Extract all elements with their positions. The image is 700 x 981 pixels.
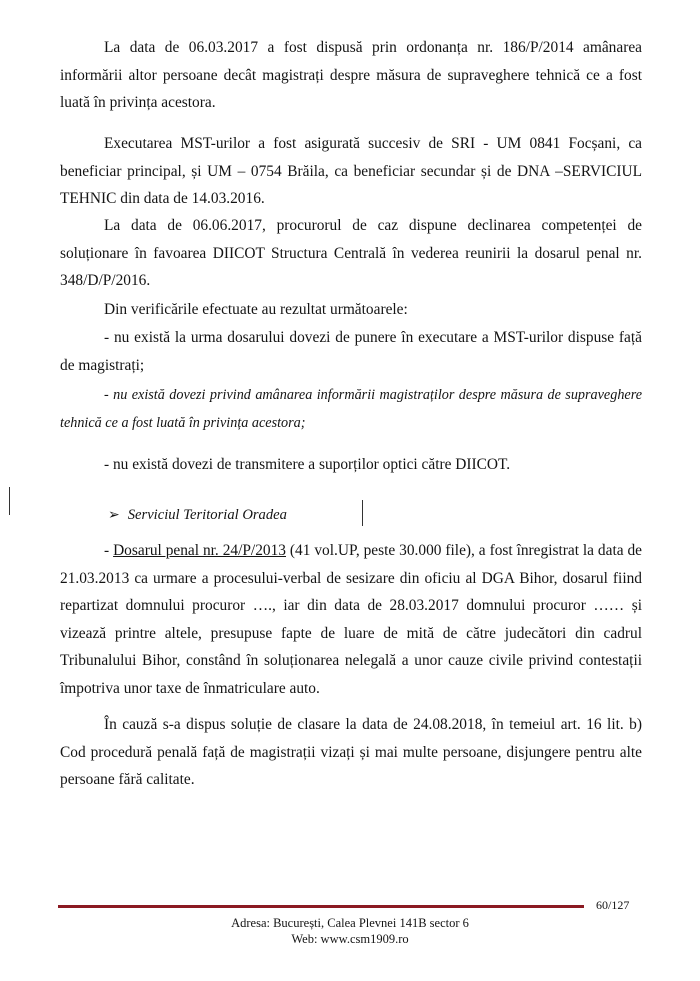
finding-item: - nu există la urma dosarului dovezi de punere în executare a MST-urilor dispuse față de magistrați; bbox=[60, 329, 642, 374]
case-prefix: - bbox=[104, 542, 114, 559]
scan-mark bbox=[362, 500, 363, 526]
footer-rule bbox=[58, 905, 584, 908]
paragraph-execution: Executarea MST-urilor a fost asigurată succesiv de SRI - UM 0841 Focșani, ca beneficiar principal, și UM – 0754 Brăila, ca beneficiar secundar și de DNA –SERVICIUL TEHNIC din data de 14.03.2016. bbox=[60, 135, 642, 207]
case-paragraph bbox=[60, 537, 642, 702]
case-resolution-paragraph: În cauză s-a dispus soluție de clasare la data de 24.08.2018, în temeiul art. 16 lit. b) Cod procedură penală față de magistrații vizați și mai multe persoane, disjungere pentru alte persoane fără calitate. bbox=[60, 716, 642, 788]
finding-item: - nu există dovezi de transmitere a suporților optici către DIICOT. bbox=[104, 456, 511, 473]
paragraph-findings-intro: Din verificările efectuate au rezultat următoarele: bbox=[104, 301, 408, 318]
section-heading-text: Serviciul Teritorial Oradea bbox=[127, 507, 287, 523]
page-number: 60/127 bbox=[596, 898, 630, 912]
paragraph-postponement: La data de 06.03.2017 a fost dispusă prin ordonanța nr. 186/P/2014 amânarea informării altor persoane decât magistrați despre măsura de supraveghere tehnică ce a fost luată în privința acestora. bbox=[60, 39, 642, 111]
paragraph-declination: La data de 06.06.2017, procurorul de caz dispune declinarea competenței de soluționare în favoarea DIICOT Structura Centrală în vederea reunirii la dosarul penal nr. 348/D/P/2016. bbox=[60, 217, 642, 289]
finding-item: - nu există dovezi privind amânarea informării magistraților despre măsura de supraveghere tehnică ce a fost luată în privința acestora; bbox=[60, 387, 642, 431]
case-body: (41 vol.UP, peste 30.000 file), a fost înregistrat la data de 21.03.2013 ca urmare a procesului-verbal de sesizare din oficiu al DGA Bihor, dosarul fiind repartizat domnului procuror …., iar din data de 28.03.2017 domnului procuror …… și vizează printre altele, presupuse fapte de luare de mită de către judecători din cadrul Tribunalului Bihor, constând în soluționarea nelegală a unor cauze civile privind contestații împotriva unor taxe de înmatriculare auto. bbox=[60, 542, 643, 697]
arrow-bullet-icon: ➢ bbox=[108, 508, 120, 523]
footer-web: Web: www.csm1909.ro bbox=[291, 932, 409, 946]
section-heading bbox=[108, 507, 287, 524]
scan-mark bbox=[9, 487, 10, 515]
footer-address: Adresa: București, Calea Plevnei 141B sector 6 bbox=[231, 916, 469, 930]
case-number: Dosarul penal nr. 24/P/2013 bbox=[113, 542, 286, 559]
